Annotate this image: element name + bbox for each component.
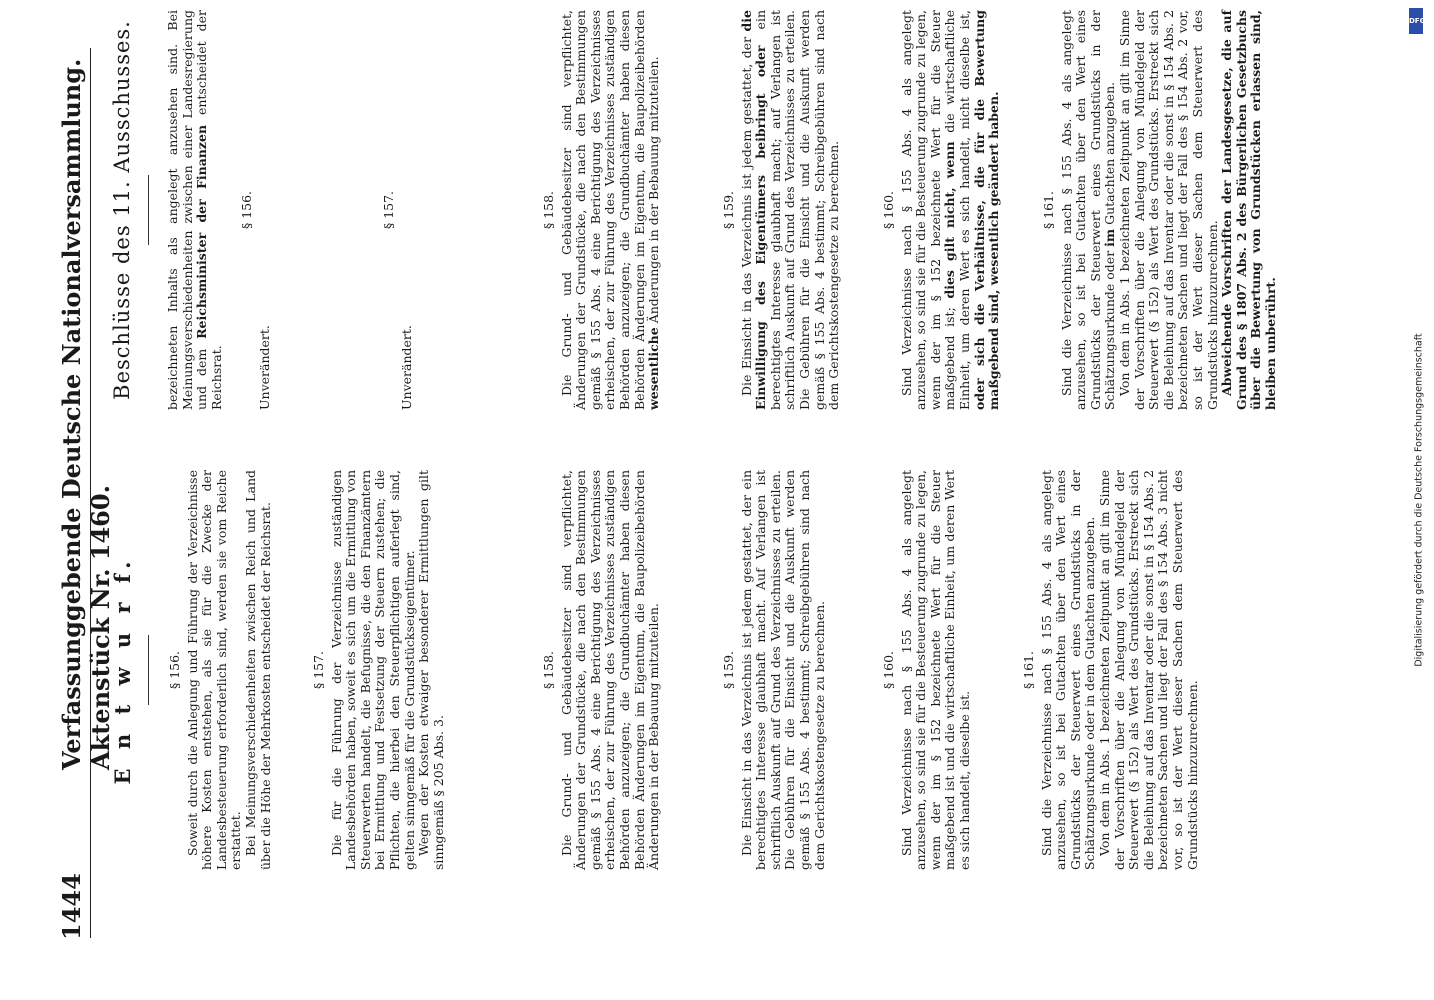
section-heading: § 158. bbox=[541, 650, 556, 690]
right-section-160 bbox=[880, 10, 1002, 410]
right-section-157 bbox=[380, 10, 414, 410]
digitization-note: Digitalisierung gefördert durch die Deutsche Forschungsgemeinschaft bbox=[1413, 333, 1425, 667]
digitization-note-wrap bbox=[1408, 0, 1430, 1000]
section-heading: § 156. bbox=[239, 190, 254, 230]
paragraph bbox=[166, 10, 224, 410]
left-section-158 bbox=[540, 470, 662, 870]
paragraph: Die Grund- und Gebäudebesitzer sind verpflichtet, Änderungen der Grundstücke, die nach den Bestimmungen gemäß § 155 Abs. 4 eine Berichtigung des Verzeichnisses erheischen, der zur Führung des Verzeichnisses zuständigen Behörden anzuzeigen; die Grundbuchämter haben diesen Behörden Änderungen im Eigentum, die Baupolizeibehörden Änderungen in der Bebauung mitzuteilen. bbox=[558, 470, 662, 870]
column-title-entwurf: E n t w u r f. bbox=[110, 555, 135, 785]
paragraph: Von dem in Abs. 1 bezeichneten Zeitpunkt an gilt im Sinne der Vorschriften über die Anlegung von Mündelgeld der Steuerwert (§ 152) als Wert des Grundstücks. Erstreckt sich die Beleihung auf das Inventar oder die sonst in § 154 Abs. 2 bezeichneten Sachen und liegt der Fall des § 154 Abs. 3 nicht vor, so ist der Wert dieser Sachen dem Steuerwert des Grundstücks hinzuzurechnen. bbox=[1096, 470, 1200, 870]
column-title-beschluesse: Beschlüsse des 11. Ausschusses. bbox=[110, 20, 134, 400]
section-heading: § 158. bbox=[541, 190, 556, 230]
section-heading: § 161. bbox=[1021, 650, 1036, 690]
text-run: Änderungen in der Bebauung mitzuteilen. bbox=[646, 56, 662, 324]
paragraph: Sind Verzeichnisse nach § 155 Abs. 4 als angelegt anzusehen, so sind sie für die Besteuerung zugrunde zu legen, wenn der im § 152 bezeichnete Wert für die Steuer maßgebend ist und die wirtschaftliche Einheit, um deren Wert es sich handelt, dieselbe ist. bbox=[898, 470, 972, 870]
right-section-158 bbox=[540, 10, 662, 410]
bold-text-run: im bbox=[1102, 228, 1118, 247]
bold-text-run: oder sich die Verhältnisse, die für die Bewertung maßgebend sind, wesentlich geändert haben. bbox=[971, 10, 1002, 410]
bold-text-run: wesentliche bbox=[646, 327, 662, 410]
header-rule bbox=[90, 48, 91, 938]
left-section-160 bbox=[880, 470, 973, 870]
page-header bbox=[57, 40, 115, 940]
right-continuation bbox=[166, 10, 224, 410]
section-heading: § 157. bbox=[311, 650, 326, 690]
left-section-161 bbox=[1020, 470, 1200, 870]
paragraph bbox=[740, 10, 842, 410]
text-run: entscheidet der Reichsrat. bbox=[194, 10, 224, 410]
paragraph: Von dem in Abs. 1 bezeichneten Zeitpunkt an gilt im Sinne der Vorschriften über die Anlegung von Mündelgeld der Steuerwert (§ 152) als Wert des Grundstücks. Erstreckt sich die Beleihung auf das Inventar oder die sonst in § 154 Abs. 2 bezeichneten Sachen und liegt der Fall des § 154 Abs. 2 vor, so ist der Wert dieser Sachen dem Steuerwert des Grundstücks hinzuzurechnen. bbox=[1116, 10, 1220, 410]
dfg-logo: DFG bbox=[1409, 8, 1423, 34]
bold-text-run: Reichsminister der Finanzen bbox=[194, 124, 210, 339]
right-section-161 bbox=[1040, 10, 1279, 410]
left-section-159 bbox=[720, 470, 827, 870]
right-section-156 bbox=[238, 10, 272, 410]
title-rule bbox=[148, 635, 149, 705]
unchanged-note: Unverändert. bbox=[256, 325, 272, 410]
left-section-157 bbox=[310, 470, 446, 870]
section-heading: § 161. bbox=[1041, 190, 1056, 230]
text-run: Die Grund- und Gebäudebesitzer sind verpflichtet, Änderungen der Grundstücke, die nach den Bestimmungen gemäß § 155 Abs. 4 eine Berichtigung des Verzeichnisses erheischen, der zur Führung des Verzeichnisses zuständigen Behörden anzuzeigen; die Grundbuchämter haben diesen Behörden Änderungen im Eigentum, die Baupolizeibehörden bbox=[558, 10, 647, 410]
paragraph bbox=[1060, 10, 1118, 410]
section-heading: § 157. bbox=[381, 190, 396, 230]
text-run: die wirtschaftliche Einheit, um deren Wert es sich handelt, nicht dieselbe ist, bbox=[942, 10, 972, 410]
section-heading: § 159. bbox=[721, 190, 736, 230]
column-beschluesse bbox=[110, 10, 1410, 410]
paragraph: Die für die Führung der Verzeichnisse zuständigen Landesbehörden haben, soweit es sich um die Ermittlung von Steuerwerten handelt, die Befugnisse, die den Finanzämtern bei Ermittlung und Festsetzung der Steuern zustehen; die Pflichten, die hierbei den Steuerpflichtigen auferlegt sind, gelten sinngemäß für die Grundstückseigentümer. bbox=[328, 470, 417, 870]
digitization-sidebar bbox=[1408, 0, 1430, 1000]
paragraph: Sind die Verzeichnisse nach § 155 Abs. 4 als angelegt anzusehen, so ist bei Gutachten über den Wert eines Grundstücks der Steuerwert eines Grundstücks in der Schätzungsurkunde oder in dem Gutachten anzugeben. bbox=[1038, 470, 1098, 870]
bold-text-run: dies gilt nicht, wenn bbox=[942, 141, 958, 299]
title-rule bbox=[148, 175, 149, 245]
section-heading: § 159. bbox=[721, 650, 736, 690]
page-header-title: Verfassunggebende Deutsche Nationalversammlung. Aktenstück Nr. 1460. bbox=[57, 58, 115, 770]
right-section-159 bbox=[720, 10, 842, 410]
bold-text-run: Abweichende Vorschriften der Landesgesetze, die auf Grund des § 1807 Abs. 2 des Bürgerlichen Gesetzbuchs über die Bewertung von Grundstücken erlassen sind, bleiben unberührt. bbox=[1219, 10, 1278, 410]
paragraph bbox=[1220, 10, 1278, 410]
section-heading: § 160. bbox=[881, 650, 896, 690]
bold-text-run: die Einwilligung des Eigentümers beibringt oder bbox=[738, 10, 769, 410]
text-run: Sind Verzeichnisse nach § 155 Abs. 4 als angelegt anzusehen, so sind sie für die Besteuerung zugrunde zu legen, wenn der im § 152 bezeichnete Wert für die Steuer maßgebend ist; bbox=[898, 10, 958, 410]
unchanged-note: Unverändert. bbox=[398, 325, 414, 410]
paragraph: Bei Meinungsverschiedenheiten zwischen Reich und Land über die Höhe der Mehrkosten entscheidet der Reichsrat. bbox=[242, 470, 273, 870]
paragraph bbox=[900, 10, 1002, 410]
paragraph: Wegen der Kosten etwaiger besonderer Ermittlungen gilt sinngemäß § 205 Abs. 3. bbox=[416, 470, 446, 870]
left-section-156 bbox=[166, 470, 273, 870]
text-run: Die Einsicht in das Verzeichnis ist jedem gestattet, der bbox=[738, 36, 754, 396]
section-heading: § 156. bbox=[167, 650, 182, 690]
text-run: bezeichneten Inhalts als angelegt anzusehen sind. Bei Meinungsverschiedenheiten zwischen einer Landesregierung und dem bbox=[165, 10, 210, 410]
page-number: 1444 bbox=[57, 873, 86, 940]
text-run: ein berechtigtes Interesse glaubhaft macht; auf Verlangen ist schriftlich Auskunft auf Grund des Verzeichnisses zu erteilen. Die Gebühren für die Einsicht und die Auskunft werden gemäß § 155 Abs. 4 bestimmt; Schreibgebühren sind nach dem Gerichtskostengesetze zu berechnen. bbox=[753, 10, 842, 410]
column-entwurf bbox=[110, 470, 1410, 870]
text-run: Sind die Verzeichnisse nach § 155 Abs. 4 als angelegt anzusehen, so ist bei Gutachten über den Wert eines Grundstücks der Steuerwert eines Grundstücks in der Schätzungsurkunde oder bbox=[1058, 10, 1118, 410]
paragraph: Die Einsicht in das Verzeichnis ist jedem gestattet, der ein berechtigtes Interesse glaubhaft macht. Auf Verlangen ist schriftlich Auskunft auf Grund des Verzeichnisses zu erteilen. Die Gebühren für die Einsicht und die Auskunft werden gemäß § 155 Abs. 4 bestimmt; Schreibgebühren sind nach dem Gerichtskostengesetze zu berechnen. bbox=[738, 470, 827, 870]
section-heading: § 160. bbox=[881, 190, 896, 230]
text-run: Gutachten anzugeben. bbox=[1102, 81, 1118, 225]
paragraph bbox=[560, 10, 662, 410]
paragraph: Soweit durch die Anlegung und Führung der Verzeichnisse höhere Kosten entstehen, als sie für die Zwecke der Landesbesteuerung erforderlich sind, werden sie vom Reiche erstattet. bbox=[184, 470, 244, 870]
